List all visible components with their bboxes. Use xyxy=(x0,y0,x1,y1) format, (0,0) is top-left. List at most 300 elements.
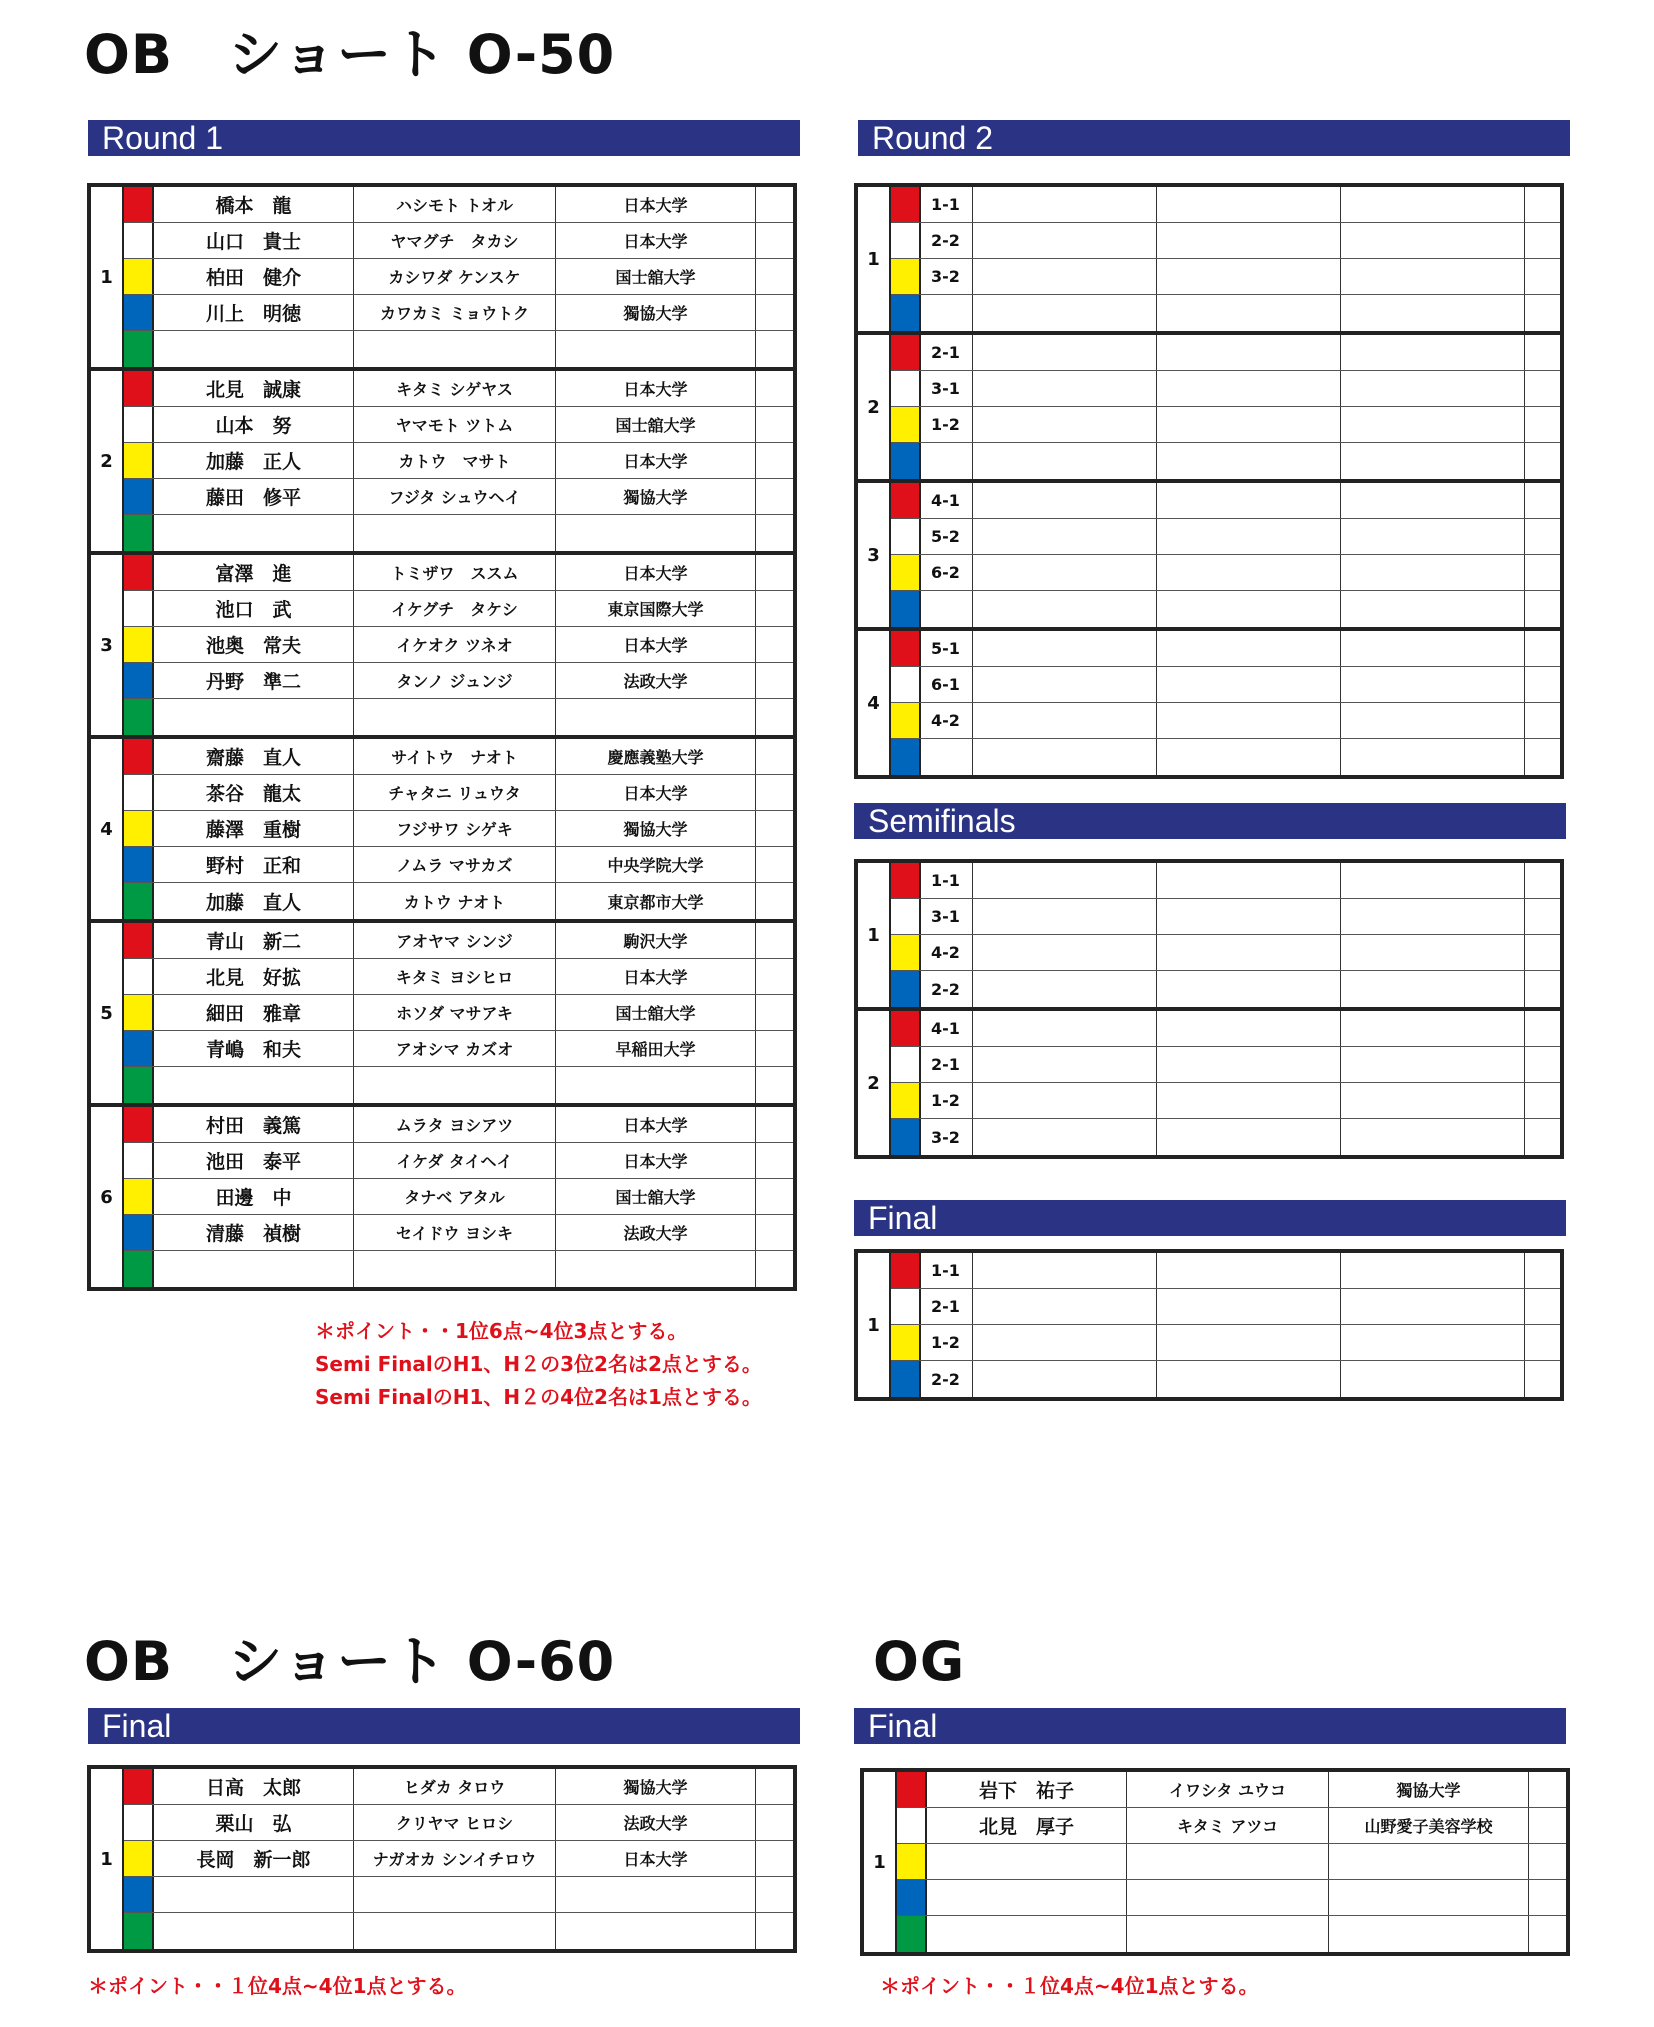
entry-cell[interactable] xyxy=(973,187,1157,222)
o50-round1-header: Round 1 xyxy=(88,120,800,156)
entry-cell[interactable] xyxy=(973,407,1157,442)
player-name: 川上 明徳 xyxy=(154,295,354,330)
o60-title: OB ショート O-60 xyxy=(84,1630,616,1693)
color-swatch xyxy=(897,1916,927,1952)
color-swatch xyxy=(891,1011,921,1046)
rank-cell[interactable] xyxy=(1525,407,1553,442)
entry-cell[interactable] xyxy=(1157,443,1341,479)
entry-cell[interactable] xyxy=(1341,1325,1525,1360)
color-swatch xyxy=(897,1844,927,1879)
entry-cell[interactable] xyxy=(1341,519,1525,554)
color-swatch xyxy=(891,739,921,775)
color-swatch xyxy=(891,1289,921,1324)
table-row xyxy=(124,1031,793,1067)
player-kana xyxy=(1127,1916,1329,1952)
rank-cell[interactable] xyxy=(756,1913,786,1949)
color-swatch xyxy=(124,663,154,698)
player-school: 獨協大学 xyxy=(556,479,756,514)
o60-points-note: ＊ポイント・・１位4点~4位1点とする。 xyxy=(88,1974,467,1998)
player-school: 東京都市大学 xyxy=(556,883,756,919)
table-row xyxy=(891,259,1560,295)
entry-cell[interactable] xyxy=(1341,935,1525,970)
player-name: 柏田 健介 xyxy=(154,259,354,294)
entry-cell[interactable] xyxy=(1341,971,1525,1007)
entry-cell[interactable] xyxy=(1157,223,1341,258)
rank-cell[interactable] xyxy=(1525,335,1553,370)
player-school: 法政大学 xyxy=(556,1215,756,1250)
entry-cell[interactable] xyxy=(1341,187,1525,222)
table-row xyxy=(891,863,1560,899)
color-swatch xyxy=(891,371,921,406)
player-name: 加藤 正人 xyxy=(154,443,354,478)
player-school: 日本大学 xyxy=(556,775,756,810)
entry-cell[interactable] xyxy=(1157,483,1341,518)
bracket-group xyxy=(858,863,1560,1007)
table-row xyxy=(891,739,1560,775)
entry-cell[interactable] xyxy=(973,483,1157,518)
table-row xyxy=(891,223,1560,259)
table-row xyxy=(124,923,793,959)
rank-cell[interactable] xyxy=(1525,519,1553,554)
entry-cell[interactable] xyxy=(1341,483,1525,518)
entry-cell[interactable] xyxy=(1341,863,1525,898)
rank-cell[interactable] xyxy=(756,591,786,626)
player-name: 栗山 弘 xyxy=(154,1805,354,1840)
table-row xyxy=(124,591,793,627)
player-name: 細田 雅章 xyxy=(154,995,354,1030)
bracket-group xyxy=(91,551,793,735)
entry-cell[interactable] xyxy=(973,739,1157,775)
entry-cell[interactable] xyxy=(1157,371,1341,406)
seed-label: 1-2 xyxy=(921,1083,973,1118)
rank-cell[interactable] xyxy=(756,187,786,222)
color-swatch xyxy=(124,739,154,774)
color-swatch xyxy=(124,555,154,590)
entry-cell[interactable] xyxy=(1341,667,1525,702)
color-swatch xyxy=(124,331,154,367)
entry-cell[interactable] xyxy=(973,295,1157,331)
player-kana: タナベ アタル xyxy=(354,1179,556,1214)
entry-cell[interactable] xyxy=(1341,295,1525,331)
bracket-group xyxy=(858,1007,1560,1155)
player-name xyxy=(927,1916,1127,1952)
color-swatch xyxy=(891,407,921,442)
entry-cell[interactable] xyxy=(973,1361,1157,1397)
entry-cell[interactable] xyxy=(973,1083,1157,1118)
player-name: 齋藤 直人 xyxy=(154,739,354,774)
entry-cell[interactable] xyxy=(1341,1011,1525,1046)
entry-cell[interactable] xyxy=(1157,1253,1341,1288)
player-school: 獨協大学 xyxy=(1329,1772,1529,1807)
rank-cell[interactable] xyxy=(1525,863,1553,898)
table-row xyxy=(124,699,793,735)
entry-cell[interactable] xyxy=(1157,1119,1341,1155)
color-swatch xyxy=(124,591,154,626)
rank-cell[interactable] xyxy=(756,1877,786,1912)
color-swatch xyxy=(891,223,921,258)
color-swatch xyxy=(891,703,921,738)
entry-cell[interactable] xyxy=(1341,335,1525,370)
entry-cell[interactable] xyxy=(1341,259,1525,294)
rank-cell[interactable] xyxy=(1525,1047,1553,1082)
entry-cell[interactable] xyxy=(1157,335,1341,370)
entry-cell[interactable] xyxy=(1341,407,1525,442)
player-school xyxy=(556,515,756,551)
entry-cell[interactable] xyxy=(1341,371,1525,406)
color-swatch xyxy=(124,1107,154,1142)
color-swatch xyxy=(891,1083,921,1118)
entry-cell[interactable] xyxy=(1157,519,1341,554)
rank-cell[interactable] xyxy=(756,959,786,994)
table-row xyxy=(124,331,793,367)
entry-cell[interactable] xyxy=(973,703,1157,738)
player-name xyxy=(154,1877,354,1912)
seed-label xyxy=(921,295,973,331)
rank-cell[interactable] xyxy=(756,407,786,442)
rank-cell[interactable] xyxy=(1525,703,1553,738)
player-kana xyxy=(354,1913,556,1949)
rank-cell[interactable] xyxy=(756,775,786,810)
rank-cell[interactable] xyxy=(756,811,786,846)
group-number: 1 xyxy=(864,1772,897,1952)
entry-cell[interactable] xyxy=(1341,1253,1525,1288)
rank-cell[interactable] xyxy=(756,847,786,882)
rank-cell[interactable] xyxy=(756,515,786,551)
player-school xyxy=(556,699,756,735)
group-number: 1 xyxy=(91,1769,124,1949)
rank-cell[interactable] xyxy=(756,1805,786,1840)
entry-cell[interactable] xyxy=(1341,631,1525,666)
player-name: 山口 貴士 xyxy=(154,223,354,258)
rank-cell[interactable] xyxy=(1525,371,1553,406)
rank-cell[interactable] xyxy=(1525,187,1553,222)
table-row xyxy=(897,1808,1566,1844)
player-kana: トミザワ ススム xyxy=(354,555,556,590)
rank-cell[interactable] xyxy=(756,1107,786,1142)
player-kana: ナガオカ シンイチロウ xyxy=(354,1841,556,1876)
player-name xyxy=(154,1067,354,1103)
rank-cell[interactable] xyxy=(756,883,786,919)
color-swatch xyxy=(891,443,921,479)
color-swatch xyxy=(891,1361,921,1397)
entry-cell[interactable] xyxy=(973,259,1157,294)
o50-semifinals-table xyxy=(854,859,1564,1159)
entry-cell[interactable] xyxy=(1157,1289,1341,1324)
rank-cell[interactable] xyxy=(1525,1119,1553,1155)
rank-cell[interactable] xyxy=(1529,1844,1559,1879)
rank-cell[interactable] xyxy=(1525,1011,1553,1046)
entry-cell[interactable] xyxy=(973,971,1157,1007)
group-number: 1 xyxy=(858,1253,891,1397)
color-swatch xyxy=(891,935,921,970)
table-row xyxy=(124,407,793,443)
entry-cell[interactable] xyxy=(1157,899,1341,934)
rank-cell[interactable] xyxy=(1525,555,1553,590)
rank-cell[interactable] xyxy=(756,371,786,406)
table-row xyxy=(124,739,793,775)
rank-cell[interactable] xyxy=(1525,739,1553,775)
entry-cell[interactable] xyxy=(973,1119,1157,1155)
og-final-header: Final xyxy=(854,1708,1566,1744)
color-swatch xyxy=(891,899,921,934)
group-number: 2 xyxy=(91,371,124,551)
table-row xyxy=(891,631,1560,667)
group-number: 1 xyxy=(858,187,891,331)
entry-cell[interactable] xyxy=(1157,703,1341,738)
color-swatch xyxy=(124,407,154,442)
player-name: 長岡 新一郎 xyxy=(154,1841,354,1876)
entry-cell[interactable] xyxy=(1157,1011,1341,1046)
color-swatch xyxy=(124,479,154,514)
entry-cell[interactable] xyxy=(973,335,1157,370)
rank-cell[interactable] xyxy=(1529,1880,1559,1915)
entry-cell[interactable] xyxy=(973,899,1157,934)
player-name: 青山 新二 xyxy=(154,923,354,958)
player-name: 山本 努 xyxy=(154,407,354,442)
entry-cell[interactable] xyxy=(1157,259,1341,294)
player-name: 富澤 進 xyxy=(154,555,354,590)
rank-cell[interactable] xyxy=(1525,295,1553,331)
player-kana: セイドウ ヨシキ xyxy=(354,1215,556,1250)
seed-label: 4-2 xyxy=(921,935,973,970)
player-kana: ホソダ マサアキ xyxy=(354,995,556,1030)
entry-cell[interactable] xyxy=(1157,1083,1341,1118)
entry-cell[interactable] xyxy=(1341,1119,1525,1155)
player-name xyxy=(154,1913,354,1949)
entry-cell[interactable] xyxy=(973,555,1157,590)
entry-cell[interactable] xyxy=(1157,631,1341,666)
player-name: 茶谷 龍太 xyxy=(154,775,354,810)
entry-cell[interactable] xyxy=(973,371,1157,406)
rank-cell[interactable] xyxy=(1529,1808,1559,1843)
player-name: 加藤 直人 xyxy=(154,883,354,919)
o50-round1-table xyxy=(87,183,797,1291)
player-kana: キタミ シゲヤス xyxy=(354,371,556,406)
rank-cell[interactable] xyxy=(1525,631,1553,666)
player-school: 法政大学 xyxy=(556,1805,756,1840)
rank-cell[interactable] xyxy=(756,479,786,514)
entry-cell[interactable] xyxy=(1157,407,1341,442)
color-swatch xyxy=(891,667,921,702)
seed-label: 2-2 xyxy=(921,223,973,258)
table-row xyxy=(891,971,1560,1007)
entry-cell[interactable] xyxy=(1341,591,1525,627)
rank-cell[interactable] xyxy=(756,295,786,330)
player-kana: チャタニ リュウタ xyxy=(354,775,556,810)
table-row xyxy=(124,847,793,883)
rank-cell[interactable] xyxy=(756,259,786,294)
table-row xyxy=(124,1251,793,1287)
entry-cell[interactable] xyxy=(1157,863,1341,898)
rank-cell[interactable] xyxy=(1525,1083,1553,1118)
rank-cell[interactable] xyxy=(1525,935,1553,970)
player-name: 青嶋 和夫 xyxy=(154,1031,354,1066)
rank-cell[interactable] xyxy=(756,739,786,774)
rank-cell[interactable] xyxy=(756,1143,786,1178)
color-swatch xyxy=(891,1253,921,1288)
rank-cell[interactable] xyxy=(756,627,786,662)
player-kana: カトウ マサト xyxy=(354,443,556,478)
rank-cell[interactable] xyxy=(1525,483,1553,518)
entry-cell[interactable] xyxy=(1341,1083,1525,1118)
rank-cell[interactable] xyxy=(756,1841,786,1876)
entry-cell[interactable] xyxy=(1341,703,1525,738)
entry-cell[interactable] xyxy=(973,935,1157,970)
player-kana xyxy=(1127,1880,1329,1915)
entry-cell[interactable] xyxy=(1341,1361,1525,1397)
entry-cell[interactable] xyxy=(1157,935,1341,970)
rank-cell[interactable] xyxy=(756,699,786,735)
color-swatch xyxy=(124,515,154,551)
color-swatch xyxy=(124,959,154,994)
rank-cell[interactable] xyxy=(756,663,786,698)
rank-cell[interactable] xyxy=(756,223,786,258)
entry-cell[interactable] xyxy=(1157,739,1341,775)
bracket-group xyxy=(91,919,793,1103)
color-swatch xyxy=(891,591,921,627)
entry-cell[interactable] xyxy=(1341,1289,1525,1324)
player-name: 藤田 修平 xyxy=(154,479,354,514)
entry-cell[interactable] xyxy=(1157,971,1341,1007)
entry-cell[interactable] xyxy=(1341,1047,1525,1082)
entry-cell[interactable] xyxy=(973,519,1157,554)
seed-label: 2-1 xyxy=(921,1289,973,1324)
player-school: 東京国際大学 xyxy=(556,591,756,626)
seed-label: 6-2 xyxy=(921,555,973,590)
player-name: 丹野 準二 xyxy=(154,663,354,698)
rank-cell[interactable] xyxy=(756,923,786,958)
table-row xyxy=(124,223,793,259)
entry-cell[interactable] xyxy=(1341,899,1525,934)
color-swatch xyxy=(124,1913,154,1949)
table-row xyxy=(891,443,1560,479)
player-kana: カシワダ ケンスケ xyxy=(354,259,556,294)
entry-cell[interactable] xyxy=(973,1011,1157,1046)
color-swatch xyxy=(124,1067,154,1103)
rank-cell[interactable] xyxy=(1529,1916,1559,1952)
o50-note-line-2: Semi FinalのH1、H２の3位2名は2点とする。 xyxy=(315,1352,762,1376)
player-school: 日本大学 xyxy=(556,959,756,994)
entry-cell[interactable] xyxy=(1157,667,1341,702)
entry-cell[interactable] xyxy=(1341,223,1525,258)
entry-cell[interactable] xyxy=(1341,555,1525,590)
og-final-table xyxy=(860,1768,1570,1956)
entry-cell[interactable] xyxy=(1157,1361,1341,1397)
rank-cell[interactable] xyxy=(756,1251,786,1287)
entry-cell[interactable] xyxy=(973,591,1157,627)
og-title: OG xyxy=(873,1630,966,1693)
rank-cell[interactable] xyxy=(756,1031,786,1066)
seed-label: 4-1 xyxy=(921,483,973,518)
color-swatch xyxy=(124,443,154,478)
player-school xyxy=(1329,1844,1529,1879)
table-row xyxy=(124,1179,793,1215)
rank-cell[interactable] xyxy=(1525,591,1553,627)
entry-cell[interactable] xyxy=(973,631,1157,666)
table-row xyxy=(891,1011,1560,1047)
entry-cell[interactable] xyxy=(973,863,1157,898)
group-number: 4 xyxy=(858,631,891,775)
rank-cell[interactable] xyxy=(1525,223,1553,258)
rank-cell[interactable] xyxy=(1525,1289,1553,1324)
player-school xyxy=(556,331,756,367)
player-school: 国士舘大学 xyxy=(556,407,756,442)
entry-cell[interactable] xyxy=(1157,555,1341,590)
entry-cell[interactable] xyxy=(973,223,1157,258)
entry-cell[interactable] xyxy=(973,1253,1157,1288)
entry-cell[interactable] xyxy=(1341,443,1525,479)
rank-cell[interactable] xyxy=(756,1215,786,1250)
rank-cell[interactable] xyxy=(1525,443,1553,479)
rank-cell[interactable] xyxy=(756,1769,786,1804)
seed-label xyxy=(921,739,973,775)
rank-cell[interactable] xyxy=(756,555,786,590)
entry-cell[interactable] xyxy=(1157,1047,1341,1082)
player-school xyxy=(556,1913,756,1949)
o50-round2-table xyxy=(854,183,1564,779)
player-kana: ハシモト トオル xyxy=(354,187,556,222)
entry-cell[interactable] xyxy=(1157,295,1341,331)
player-kana: アオシマ カズオ xyxy=(354,1031,556,1066)
entry-cell[interactable] xyxy=(973,443,1157,479)
rank-cell[interactable] xyxy=(756,331,786,367)
player-name xyxy=(154,515,354,551)
player-name: 池口 武 xyxy=(154,591,354,626)
player-kana xyxy=(354,699,556,735)
seed-label: 2-1 xyxy=(921,1047,973,1082)
table-row xyxy=(124,1067,793,1103)
rank-cell[interactable] xyxy=(756,1067,786,1103)
entry-cell[interactable] xyxy=(1341,739,1525,775)
bracket-group xyxy=(858,1253,1560,1397)
table-row xyxy=(891,371,1560,407)
rank-cell[interactable] xyxy=(1525,259,1553,294)
rank-cell[interactable] xyxy=(1529,1772,1559,1807)
entry-cell[interactable] xyxy=(973,1047,1157,1082)
player-name: 藤澤 重樹 xyxy=(154,811,354,846)
rank-cell[interactable] xyxy=(1525,1361,1553,1397)
entry-cell[interactable] xyxy=(973,1325,1157,1360)
player-name: 岩下 祐子 xyxy=(927,1772,1127,1807)
entry-cell[interactable] xyxy=(1157,591,1341,627)
color-swatch xyxy=(124,1769,154,1804)
player-kana: カワカミ ミョウトク xyxy=(354,295,556,330)
table-row xyxy=(891,1289,1560,1325)
rank-cell[interactable] xyxy=(1525,667,1553,702)
rank-cell[interactable] xyxy=(1525,1325,1553,1360)
rank-cell[interactable] xyxy=(756,995,786,1030)
player-school: 中央学院大学 xyxy=(556,847,756,882)
player-kana: ノムラ マサカズ xyxy=(354,847,556,882)
entry-cell[interactable] xyxy=(973,1289,1157,1324)
player-name: 橋本 龍 xyxy=(154,187,354,222)
rank-cell[interactable] xyxy=(1525,1253,1553,1288)
entry-cell[interactable] xyxy=(1157,187,1341,222)
rank-cell[interactable] xyxy=(1525,971,1553,1007)
entry-cell[interactable] xyxy=(973,667,1157,702)
rank-cell[interactable] xyxy=(756,1179,786,1214)
table-row xyxy=(124,1913,793,1949)
color-swatch xyxy=(897,1808,927,1843)
table-row xyxy=(124,295,793,331)
group-number: 1 xyxy=(858,863,891,1007)
rank-cell[interactable] xyxy=(756,443,786,478)
rank-cell[interactable] xyxy=(1525,899,1553,934)
player-school: 獨協大学 xyxy=(556,811,756,846)
entry-cell[interactable] xyxy=(1157,1325,1341,1360)
table-row xyxy=(124,1215,793,1251)
player-kana xyxy=(354,1251,556,1287)
